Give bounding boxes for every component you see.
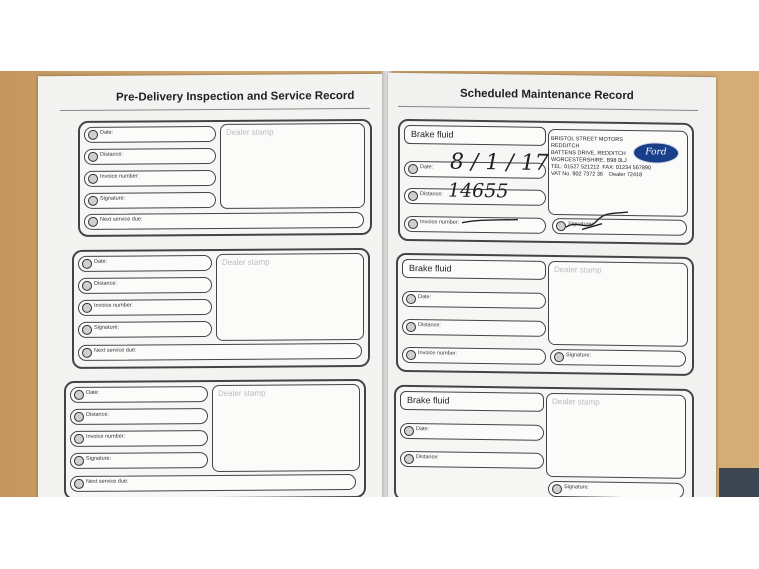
- invoice-field: Invoice number:: [404, 216, 546, 234]
- title-rule: [60, 108, 370, 111]
- brake-fluid-field: Brake fluid: [404, 125, 546, 146]
- maintenance-block-2: [396, 253, 694, 376]
- signature-scribble: [562, 209, 632, 236]
- bullet-icon: [552, 484, 562, 494]
- dealer-stamp-box: Dealer stamp: [212, 384, 360, 472]
- title-rule: [398, 106, 698, 111]
- maintenance-block-1: [398, 119, 694, 245]
- date-field: Date:: [400, 423, 544, 441]
- bullet-icon: [406, 294, 416, 304]
- left-page-title: Pre-Delivery Inspection and Service Record: [116, 90, 355, 104]
- bullet-icon: [88, 217, 98, 227]
- date-field: Date:: [404, 161, 546, 179]
- right-page: [388, 73, 716, 497]
- invoice-field: Invoice number:: [78, 299, 212, 316]
- dealer-stamp-text: BRISTOL STREET MOTORS REDDITCH BATTENS DRIVE, REDDITCH WORCESTERSHIRE. B98 0LJ TEL: 01527 521212 FAX: 01234 567890 VAT No. 902 7372 36 Dealer 72418: [551, 135, 652, 179]
- brake-fluid-field: Brake fluid: [402, 259, 546, 280]
- next-service-field: Next service due:: [70, 474, 356, 492]
- bullet-icon: [82, 281, 92, 291]
- bullet-icon: [404, 426, 414, 436]
- distance-field: Distance:: [78, 277, 212, 294]
- bullet-icon: [408, 191, 418, 201]
- bullet-icon: [82, 348, 92, 358]
- dealer-stamp-box: Dealer stamp: [220, 123, 365, 209]
- dealer-stamp-box: [548, 129, 688, 217]
- bullet-icon: [404, 454, 414, 464]
- date-field: Date:: [84, 126, 216, 143]
- bullet-icon: [74, 412, 84, 422]
- distance-field: Distance:: [84, 148, 216, 165]
- distance-field: Distance:: [404, 188, 546, 206]
- distance-field: Distance:: [402, 319, 546, 337]
- dealer-stamp-box: Dealer stamp: [548, 261, 688, 347]
- bullet-icon: [88, 130, 98, 140]
- signature-field: Signature:: [550, 349, 686, 367]
- bullet-icon: [74, 434, 84, 444]
- signature-field: Signature:: [78, 321, 212, 338]
- brake-fluid-field: Brake fluid: [400, 391, 544, 412]
- invoice-field: Invoice number:: [84, 170, 216, 187]
- next-service-field: Next service due:: [84, 212, 364, 230]
- signature-field: Signature:: [552, 218, 687, 236]
- bullet-icon: [406, 322, 416, 332]
- invoice-field: Invoice number:: [402, 347, 546, 365]
- invoice-field: Invoice number:: [70, 430, 208, 447]
- right-page-title: Scheduled Maintenance Record: [460, 87, 634, 103]
- date-field: Date:: [402, 291, 546, 309]
- signature-field: Signature:: [70, 452, 208, 469]
- handwritten-date: 8 / 1 / 17: [450, 149, 549, 176]
- dark-corner: [719, 468, 759, 497]
- bullet-icon: [406, 350, 416, 360]
- distance-field: Distance:: [70, 408, 208, 425]
- bullet-icon: [82, 303, 92, 313]
- date-field: Date:: [70, 386, 208, 403]
- date-field: Date:: [78, 255, 212, 272]
- signature-field: Signature:: [84, 192, 216, 209]
- dealer-stamp-box: Dealer stamp: [546, 393, 686, 479]
- maintenance-block-3: [394, 385, 694, 497]
- photo: [0, 71, 759, 497]
- signature-field: Signature:: [548, 481, 684, 497]
- bullet-icon: [88, 196, 98, 206]
- dealer-stamp-box: Dealer stamp: [216, 253, 364, 341]
- bullet-icon: [74, 390, 84, 400]
- bullet-icon: [408, 164, 418, 174]
- service-block-3: [64, 379, 366, 497]
- service-block-1: [78, 119, 372, 237]
- bullet-icon: [408, 219, 418, 229]
- bullet-icon: [74, 479, 84, 489]
- service-block-2: [72, 248, 370, 369]
- bullet-icon: [88, 174, 98, 184]
- bullet-icon: [88, 152, 98, 162]
- distance-field: Distance:: [400, 451, 544, 469]
- ford-logo-icon: Ford: [633, 142, 679, 164]
- bullet-icon: [82, 259, 92, 269]
- bullet-icon: [74, 456, 84, 466]
- bullet-icon: [82, 325, 92, 335]
- next-service-field: Next service due:: [78, 343, 362, 361]
- left-page: [38, 74, 386, 497]
- bullet-icon: [554, 352, 564, 362]
- handwritten-invoice-line: [460, 214, 520, 229]
- handwritten-distance: 14655: [448, 179, 509, 203]
